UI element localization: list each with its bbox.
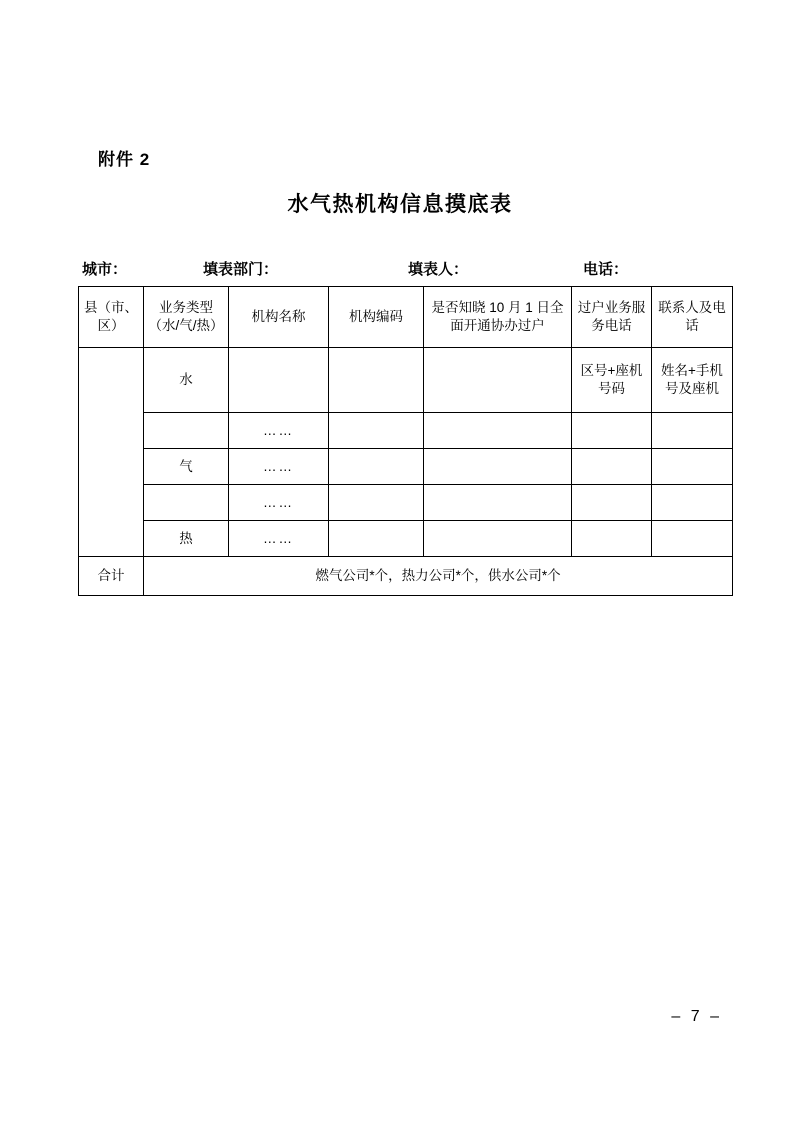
header-contact: 联系人及电话 [652,287,733,348]
cell-aware[interactable] [424,485,572,521]
table-row [79,449,733,485]
cell-contact[interactable] [652,449,733,485]
cell-business-type: 热 [144,521,229,557]
cell-org-code[interactable] [329,413,424,449]
cell-business-type [144,485,229,521]
header-org-name: 机构名称 [229,287,329,348]
header-county: 县（市、区） [79,287,144,348]
table-row [79,413,733,449]
cell-business-type [144,413,229,449]
cell-contact[interactable] [652,521,733,557]
cell-contact: 姓名+手机号及座机 [652,348,733,413]
cell-org-name[interactable]: …… [229,449,329,485]
cell-contact[interactable] [652,413,733,449]
person-label: 填表人： [408,261,469,278]
cell-aware[interactable] [424,521,572,557]
table-header-row [79,287,733,348]
attachment-label: 附件 2 [98,150,151,169]
survey-table [78,286,733,596]
cell-service-phone[interactable] [572,485,652,521]
cell-service-phone[interactable] [572,521,652,557]
cell-contact[interactable] [652,485,733,521]
table-row [79,485,733,521]
page-number: – 7 – [671,1008,722,1025]
table-row [79,521,733,557]
cell-org-name[interactable]: …… [229,485,329,521]
cell-aware[interactable] [424,449,572,485]
cell-aware[interactable] [424,348,572,413]
page-title: 水气热机构信息摸底表 [287,193,513,216]
cell-business-type: 水 [144,348,229,413]
cell-org-code[interactable] [329,348,424,413]
form-meta-row [78,258,732,280]
cell-county[interactable] [79,348,144,557]
cell-service-phone[interactable] [572,449,652,485]
city-label: 城市： [82,261,128,278]
cell-org-code[interactable] [329,521,424,557]
total-label: 合计 [79,557,144,596]
cell-service-phone: 区号+座机号码 [572,348,652,413]
cell-org-name[interactable] [229,348,329,413]
header-service-phone: 过户业务服务电话 [572,287,652,348]
table-row [79,348,733,413]
table-total-row [79,557,733,596]
header-business-type: 业务类型（水/气/热） [144,287,229,348]
cell-service-phone[interactable] [572,413,652,449]
header-aware: 是否知晓 10 月 1 日全面开通协办过户 [424,287,572,348]
header-org-code: 机构编码 [329,287,424,348]
phone-label: 电话： [583,261,629,278]
cell-org-code[interactable] [329,449,424,485]
cell-org-name[interactable]: …… [229,413,329,449]
cell-business-type: 气 [144,449,229,485]
cell-aware[interactable] [424,413,572,449]
cell-org-name[interactable]: …… [229,521,329,557]
cell-org-code[interactable] [329,485,424,521]
total-value[interactable]: 燃气公司*个，热力公司*个，供水公司*个 [144,557,733,596]
department-label: 填表部门： [203,261,279,278]
